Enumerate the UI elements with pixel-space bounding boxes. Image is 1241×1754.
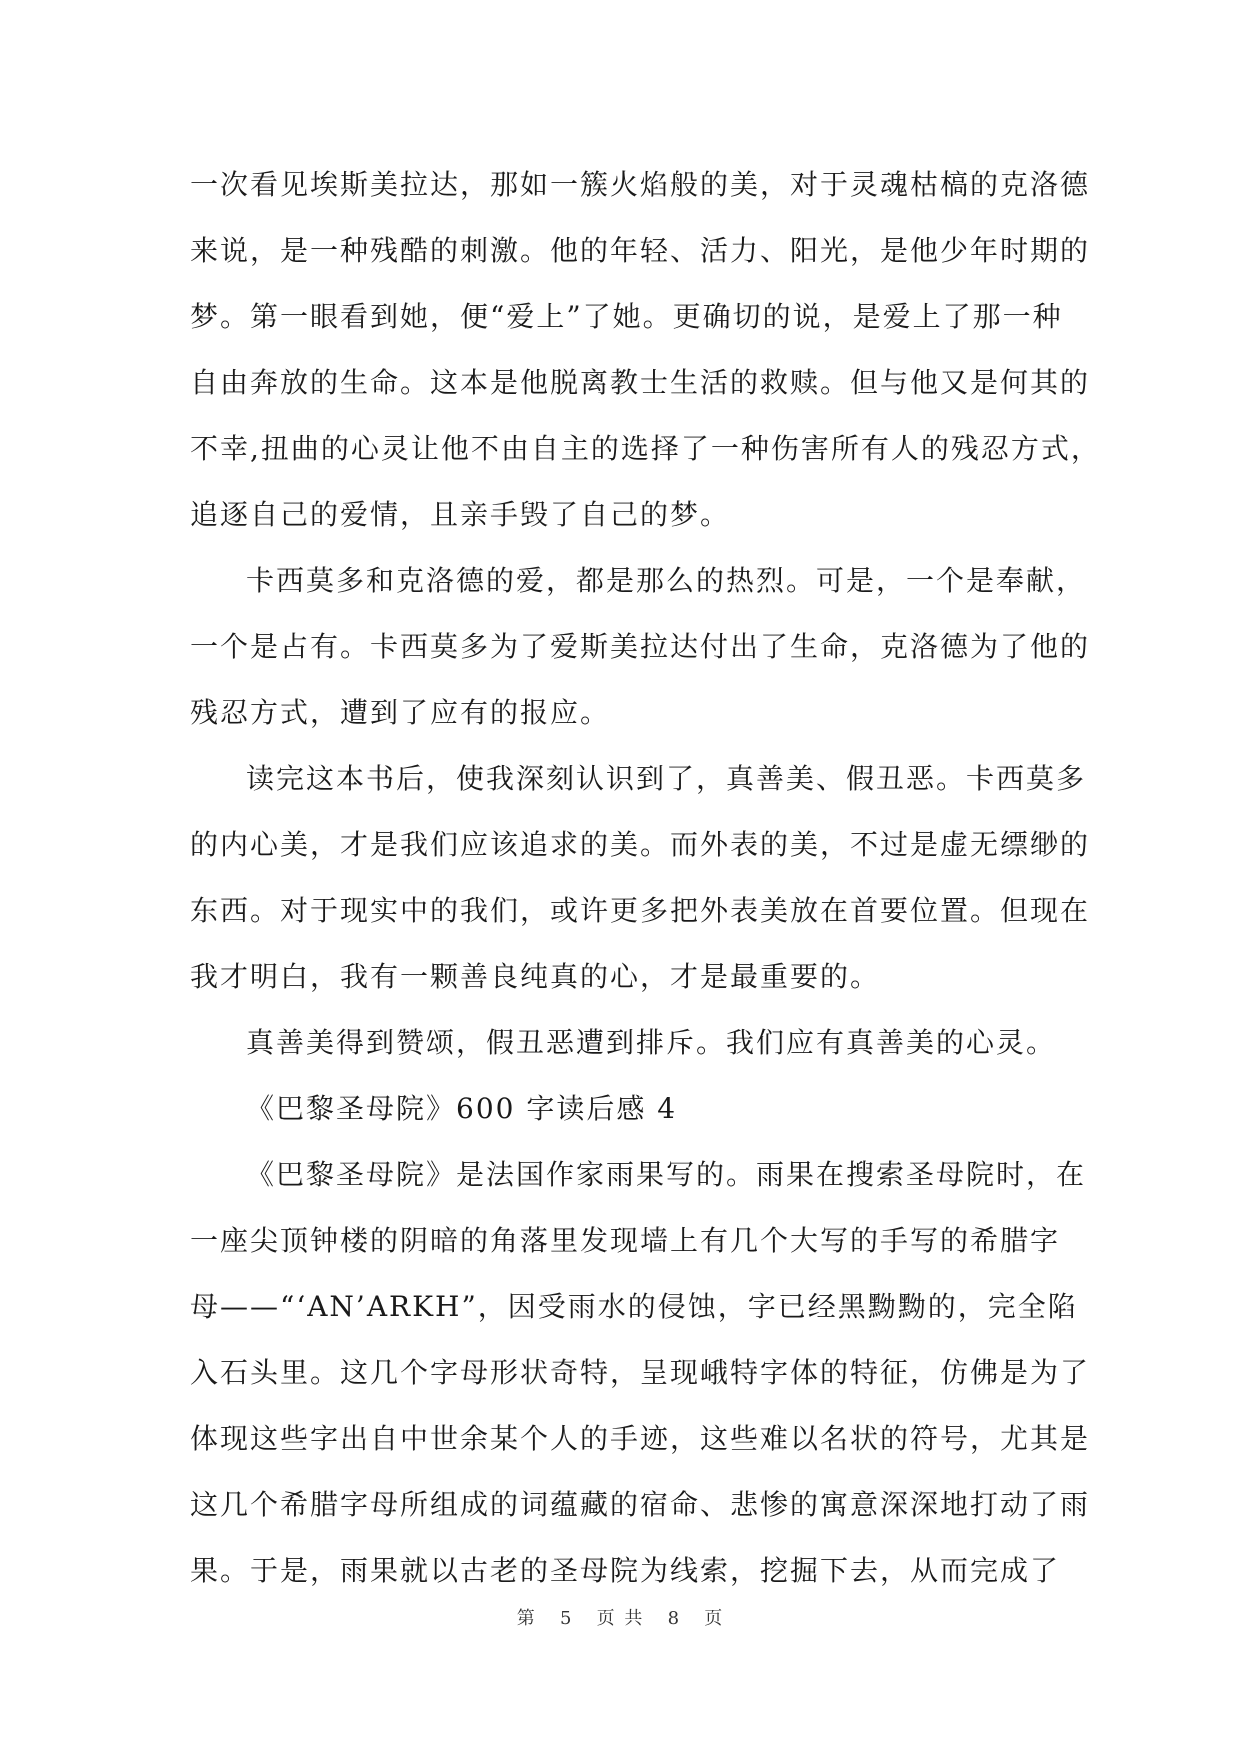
text-line: 一次看见埃斯美拉达，那如一簇火焰般的美，对于灵魂枯槁的克洛德 [190, 168, 1091, 201]
text-line: 来说，是一种残酷的刺激。他的年轻、活力、阳光，是他少年时期的 [190, 234, 1091, 267]
text-line: 我才明白，我有一颗善良纯真的心，才是最重要的。 [190, 960, 881, 993]
text-line: 不幸,扭曲的心灵让他不由自主的选择了一种伤害所有人的残忍方式， [190, 432, 1101, 465]
total-page-number: 8 [667, 1608, 682, 1629]
text-line: 卡西莫多和克洛德的爱，都是那么的热烈。可是，一个是奉献， [246, 564, 1087, 597]
text-line: 真善美得到赞颂，假丑恶遭到排斥。我们应有真善美的心灵。 [246, 1026, 1057, 1059]
text-line: 《巴黎圣母院》600 字读后感 4 [246, 1092, 678, 1125]
text-line: 这几个希腊字母所组成的词蕴藏的宿命、悲惨的寓意深深地打动了雨 [190, 1488, 1091, 1521]
footer-prefix: 第 [516, 1608, 537, 1629]
text-line: 体现这些字出自中世余某个人的手迹，这些难以名状的符号，尤其是 [190, 1422, 1091, 1455]
body-text [190, 152, 1101, 1604]
current-page-number: 5 [559, 1608, 574, 1629]
footer-middle: 页 共 [596, 1608, 645, 1629]
text-line: 读完这本书后，使我深刻认识到了，真善美、假丑恶。卡西莫多 [246, 762, 1087, 795]
text-line: 一个是占有。卡西莫多为了爱斯美拉达付出了生命，克洛德为了他的 [190, 630, 1091, 663]
text-line: 一座尖顶钟楼的阴暗的角落里发现墙上有几个大写的手写的希腊字 [190, 1224, 1061, 1257]
text-line: 追逐自己的爱情，且亲手毁了自己的梦。 [190, 498, 731, 531]
page-footer [0, 1604, 1241, 1630]
text-line: 东西。对于现实中的我们，或许更多把外表美放在首要位置。但现在 [190, 894, 1091, 927]
text-line: 的内心美，才是我们应该追求的美。而外表的美，不过是虚无缥缈的 [190, 828, 1091, 861]
text-line: 母——“‘AN’ARKH”，因受雨水的侵蚀，字已经黑黝黝的，完全陷 [190, 1290, 1078, 1323]
footer-suffix: 页 [704, 1608, 725, 1629]
text-line: 果。于是，雨果就以古老的圣母院为线索，挖掘下去，从而完成了 [190, 1554, 1061, 1587]
text-line: 《巴黎圣母院》是法国作家雨果写的。雨果在搜索圣母院时，在 [246, 1158, 1087, 1191]
text-line: 自由奔放的生命。这本是他脱离教士生活的救赎。但与他又是何其的 [190, 366, 1091, 399]
text-line: 残忍方式，遭到了应有的报应。 [190, 696, 611, 729]
text-line: 梦。第一眼看到她，便“爱上”了她。更确切的说，是爱上了那一种 [190, 300, 1063, 333]
text-line: 入石头里。这几个字母形状奇特，呈现峨特字体的特征，仿佛是为了 [190, 1356, 1091, 1389]
